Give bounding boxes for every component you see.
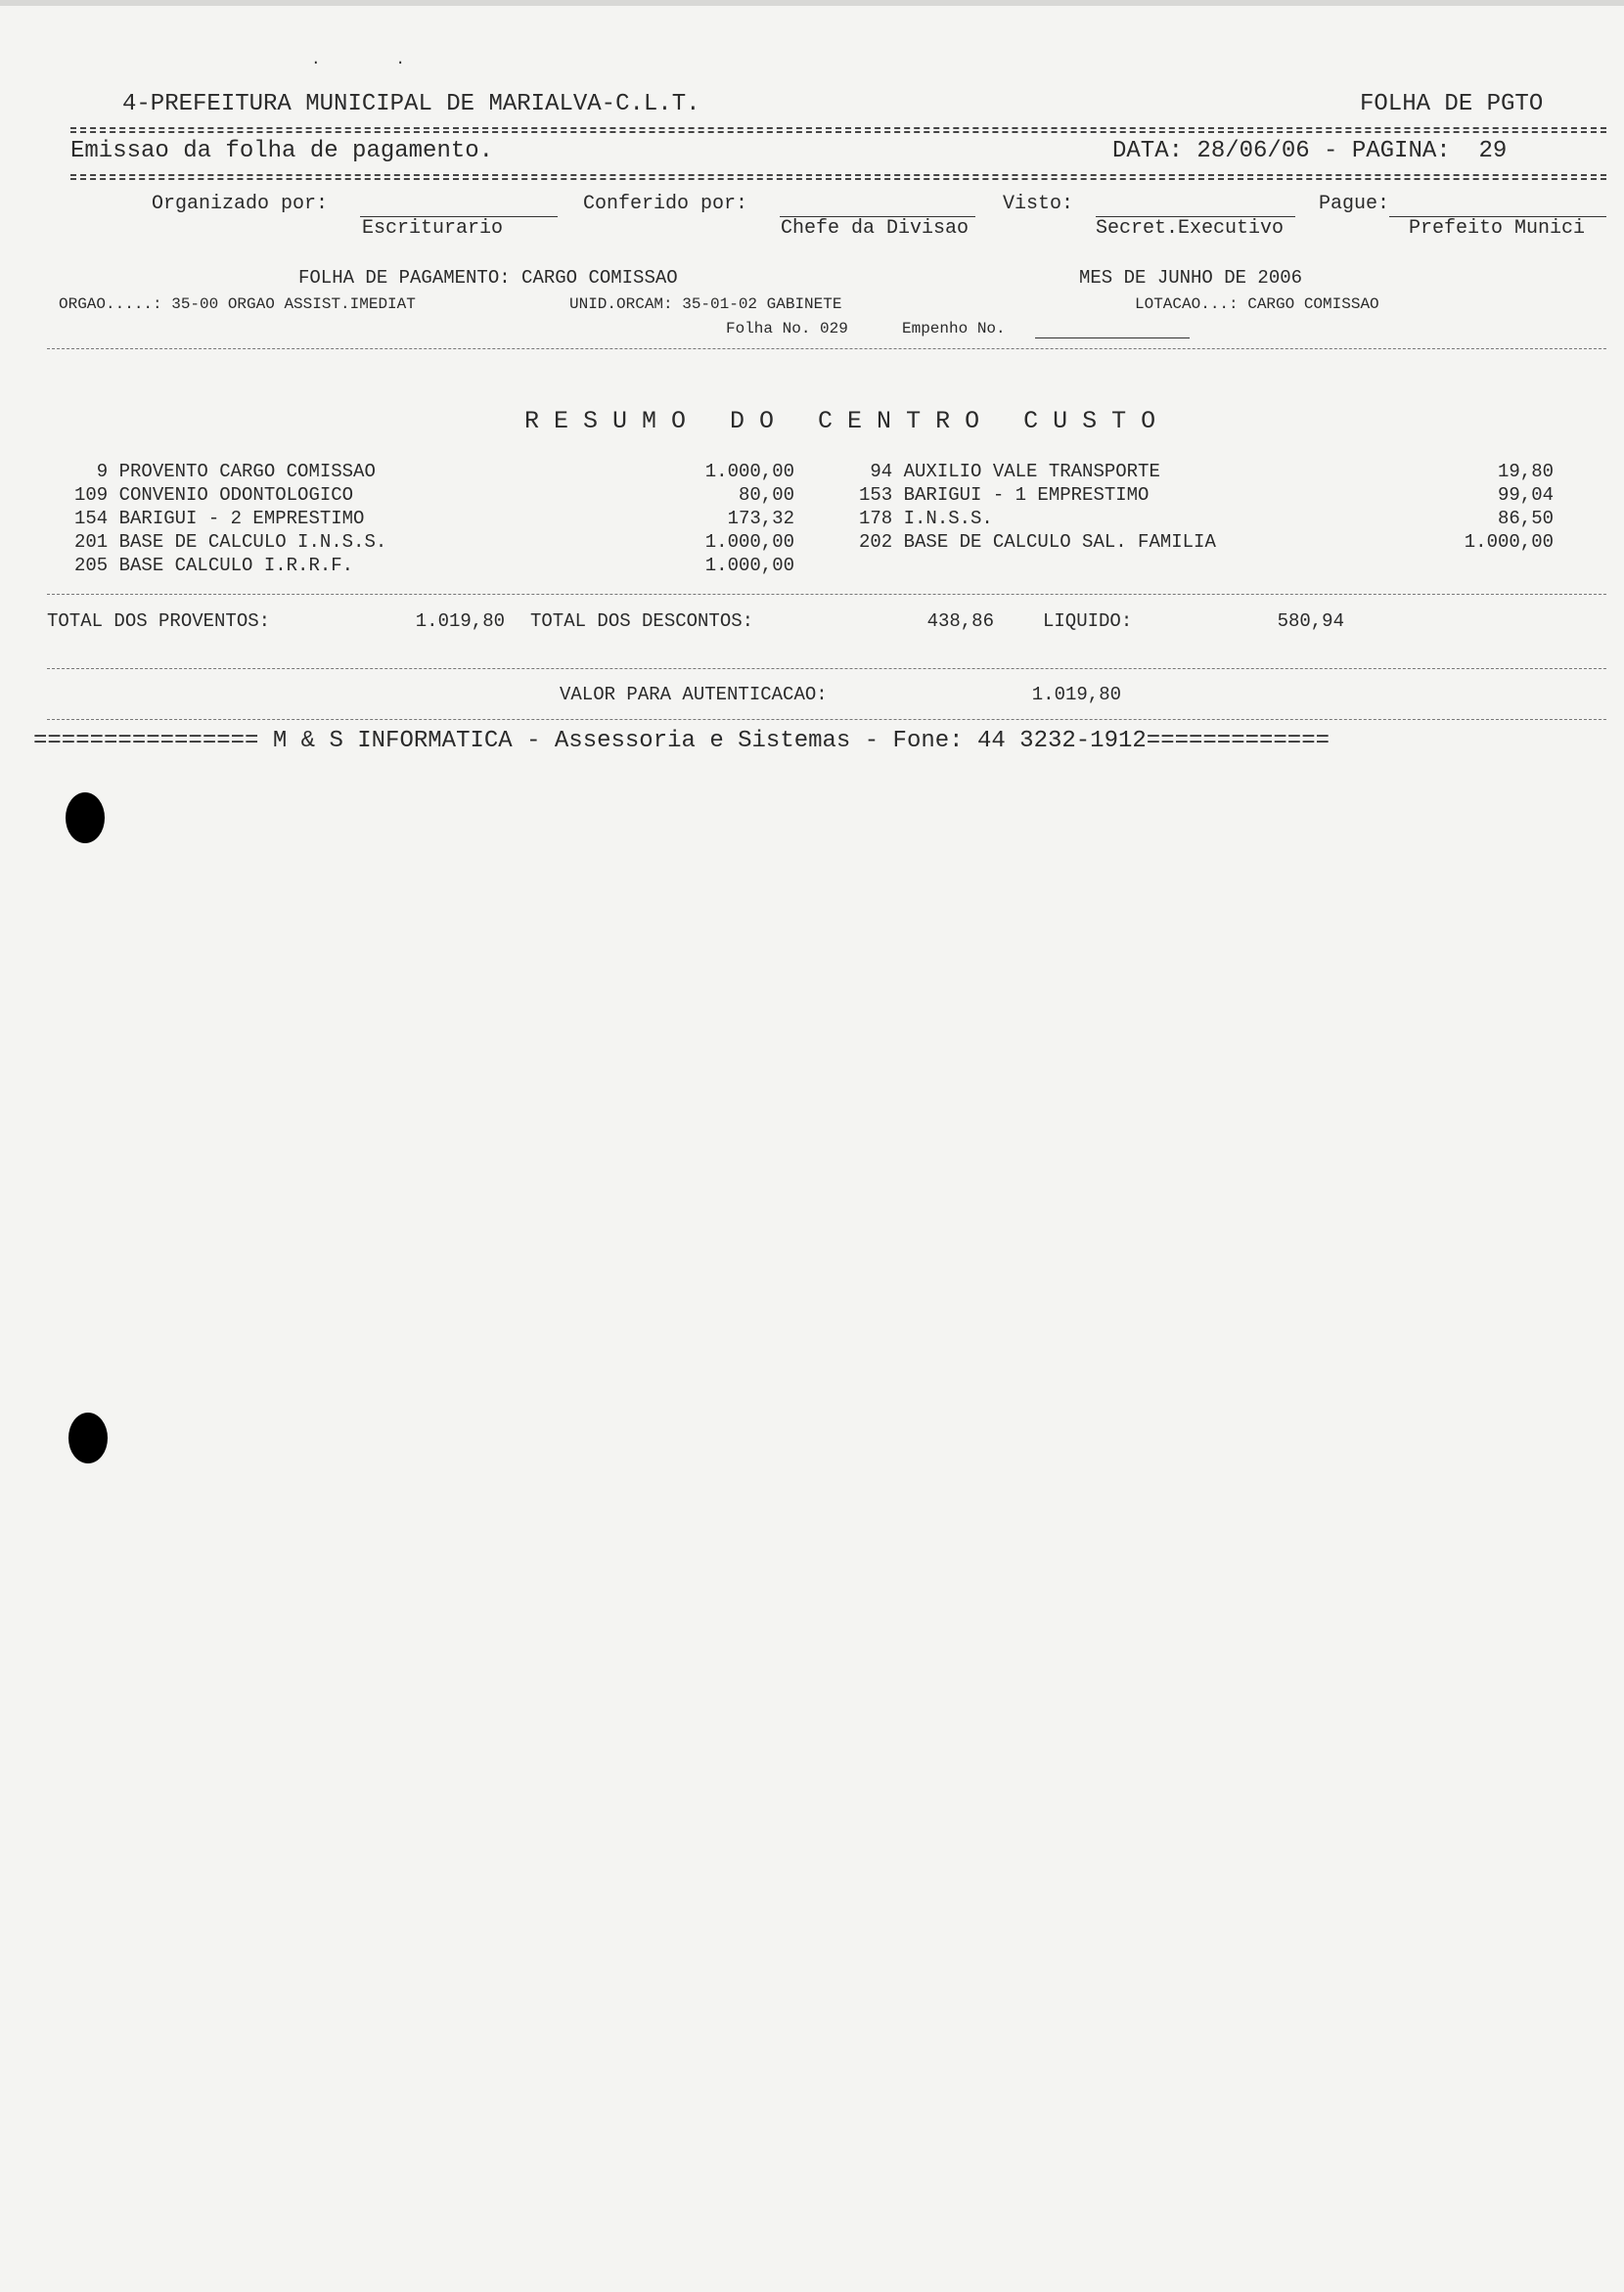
orgao-info: ORGAO.....: 35-00 ORGAO ASSIST.IMEDIAT: [59, 295, 416, 313]
punch-hole-top: [66, 792, 105, 843]
list-item: 9 PROVENTO CARGO COMISSAO: [74, 461, 376, 482]
lotacao-info: LOTACAO...: CARGO COMISSAO: [1135, 295, 1379, 313]
footer-banner: ================ M & S INFORMATICA - Assessoria e Sistemas - Fone: 44 3232-1912=============: [33, 728, 1331, 754]
total-descontos-value: 438,86: [926, 610, 994, 632]
list-item: 153 BARIGUI - 1 EMPRESTIMO: [859, 484, 1150, 506]
emission-line: Emissao da folha de pagamento.: [70, 138, 494, 164]
total-proventos-label: TOTAL DOS PROVENTOS:: [47, 610, 271, 632]
list-item: 94 AUXILIO VALE TRANSPORTE: [859, 461, 1160, 482]
punch-hole-bottom: [68, 1413, 108, 1463]
list-value: 80,00: [738, 484, 794, 506]
prefeito-caption: Prefeito Munici: [1409, 217, 1586, 240]
dashed-rule-3: [47, 668, 1606, 669]
liquido-label: LIQUIDO:: [1043, 610, 1133, 632]
list-value: 99,04: [1497, 484, 1554, 506]
total-descontos-label: TOTAL DOS DESCONTOS:: [530, 610, 754, 632]
list-item: 205 BASE CALCULO I.R.R.F.: [74, 555, 354, 576]
list-item: 178 I.N.S.S.: [859, 508, 993, 529]
chefe-caption: Chefe da Divisao: [781, 217, 970, 240]
dashed-rule-2: [47, 594, 1606, 595]
escriturario-caption: Escriturario: [362, 217, 504, 240]
empenho-label: Empenho No.: [902, 320, 1006, 337]
list-value: 1.000,00: [704, 531, 794, 553]
mes-ref: MES DE JUNHO DE 2006: [1079, 267, 1303, 289]
double-rule-mid: [70, 174, 1606, 176]
doc-type: FOLHA DE PGTO: [1360, 91, 1544, 117]
pague-label: Pague:: [1319, 193, 1390, 215]
list-value: 173,32: [727, 508, 794, 529]
list-item: 201 BASE DE CALCULO I.N.S.S.: [74, 531, 387, 553]
total-proventos-value: 1.019,80: [415, 610, 505, 632]
double-rule-mid-2: [70, 178, 1606, 180]
autenticacao-label: VALOR PARA AUTENTICACAO:: [560, 684, 828, 705]
summary-title: R E S U M O D O C E N T R O C U S T O: [524, 407, 1156, 435]
secret-caption: Secret.Executivo: [1096, 217, 1285, 240]
list-value: 1.000,00: [704, 461, 794, 482]
folha-title: FOLHA DE PAGAMENTO: CARGO COMISSAO: [298, 267, 678, 289]
dashed-rule-4: [47, 719, 1606, 720]
folha-number: Folha No. 029: [726, 320, 848, 337]
scan-edge: [0, 0, 1624, 6]
double-rule-top: [70, 127, 1606, 129]
conferido-label: Conferido por:: [583, 193, 748, 215]
stray-marks: . .: [311, 51, 406, 68]
dashed-rule-1: [47, 348, 1606, 349]
list-item: 109 CONVENIO ODONTOLOGICO: [74, 484, 354, 506]
org-title: 4-PREFEITURA MUNICIPAL DE MARIALVA-C.L.T.: [122, 91, 700, 117]
unid-info: UNID.ORCAM: 35-01-02 GABINETE: [569, 295, 842, 313]
visto-label: Visto:: [1003, 193, 1074, 215]
list-value: 86,50: [1497, 508, 1554, 529]
liquido-value: 580,94: [1277, 610, 1344, 632]
list-item: 154 BARIGUI - 2 EMPRESTIMO: [74, 508, 365, 529]
empenho-line: [1035, 337, 1190, 338]
list-value: 1.000,00: [704, 555, 794, 576]
organizado-label: Organizado por:: [152, 193, 329, 215]
autenticacao-value: 1.019,80: [1031, 684, 1121, 705]
list-item: 202 BASE DE CALCULO SAL. FAMILIA: [859, 531, 1216, 553]
date-page: DATA: 28/06/06 - PAGINA: 29: [1112, 138, 1508, 164]
list-value: 19,80: [1497, 461, 1554, 482]
list-value: 1.000,00: [1464, 531, 1554, 553]
double-rule-top-2: [70, 131, 1606, 133]
